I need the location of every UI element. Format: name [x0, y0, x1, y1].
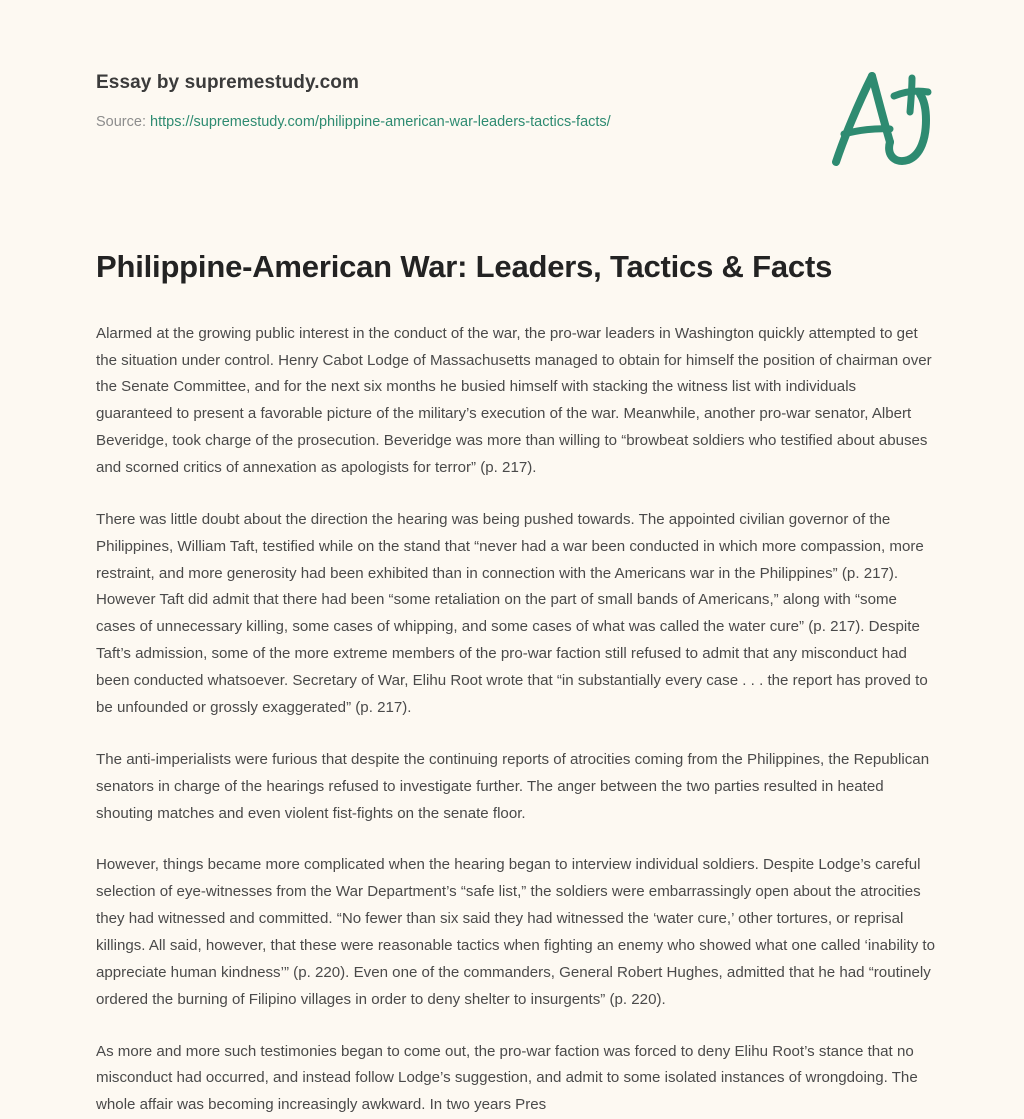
- paragraph: Alarmed at the growing public interest in the conduct of the war, the pro-war leaders in Washington quickly attempted to get the situation under control. Henry Cabot Lodge of Massachusetts managed to obtain for himself the position of chairman over the Senate Committee, and for the next six months he busied himself with stacking the witness list with individuals guaranteed to present a favorable picture of the military’s execution of the war. Meanwhile, another pro-war senator, Albert Beveridge, took charge of the prosecution. Beveridge was more than willing to “browbeat soldiers who testified about abuses and scorned critics of annexation as apologists for terror” (p. 217).: [96, 324, 932, 477]
- article: [96, 248, 936, 1119]
- document-header: [96, 72, 936, 132]
- paragraph: The anti-imperialists were furious that despite the continuing reports of atrocities coming from the Philippines, the Republican senators in charge of the hearings refused to investigate further. The anger between the two parties resulted in heated shouting matches and even violent fist-fights on the senate floor.: [96, 750, 930, 822]
- page-title: Philippine-American War: Leaders, Tactics & Facts: [96, 249, 833, 284]
- byline: Essay by supremestudy.com: [96, 72, 359, 93]
- article-body: [96, 321, 936, 1119]
- a-plus-handwritten-logo-icon: [820, 58, 940, 170]
- paragraph: However, things became more complicated when the hearing began to interview individual soldiers. Despite Lodge’s careful selection of eye-witnesses from the War Department’s “safe list,” the soldiers were embarrassingly open about the atrocities they had witnessed and committed. “No fewer than six said they had witnessed the ‘water cure,’ other tortures, or reprisal killings. All said, however, that these were reasonable tactics when fighting an enemy who showed what one called ‘inability to appreciate human kindness’” (p. 220). Even one of the commanders, General Robert Hughes, admitted that he had “routinely ordered the burning of Filipino villages in order to deny shelter to insurgents” (p. 220).: [96, 856, 936, 1008]
- paragraph: There was little doubt about the direction the hearing was being pushed towards. The appointed civilian governor of the Philippines, William Taft, testified while on the stand that “never had a war been conducted in which more compassion, more restraint, and more generosity had been exhibited than in connection with the Americans war in the Philippines” (p. 217). However Taft did admit that there had been “some retaliation on the part of small bands of Americans,” along with “some cases of unnecessary killing, some cases of whipping, and some cases of what was called the water cure” (p. 217). Despite Taft’s admission, some of the more extreme members of the pro-war faction still refused to admit that any misconduct had been conducted whatsoever. Secretary of War, Elihu Root wrote that “in substantially every case . . . the report has proved to be unfounded or grossly exaggerated” (p. 217).: [96, 510, 928, 716]
- paragraph: As more and more such testimonies began to come out, the pro-war faction was forced to deny Elihu Root’s stance that no misconduct had occurred, and instead follow Lodge’s suggestion, and admit to some isolated instances of wrongdoing. The whole affair was becoming increasingly awkward. In two years Pres: [96, 1042, 918, 1114]
- source-row: [96, 113, 936, 132]
- source-link[interactable]: https://supremestudy.com/philippine-american-war-leaders-tactics-facts/: [150, 113, 611, 130]
- source-label: Source:: [96, 113, 146, 130]
